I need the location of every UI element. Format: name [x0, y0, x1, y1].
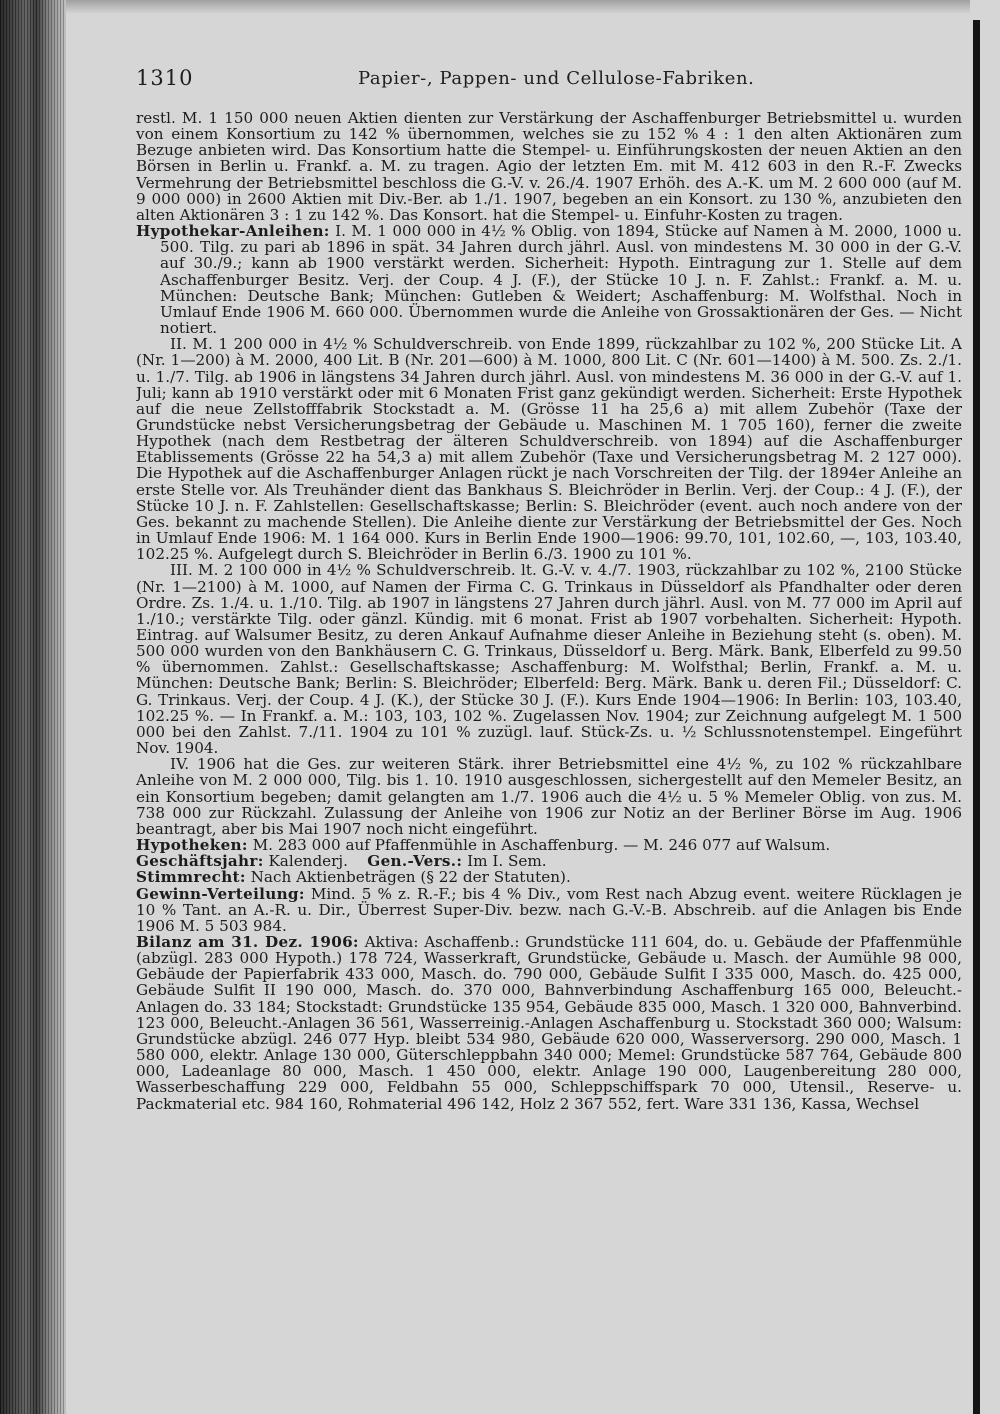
page-body — [136, 110, 962, 1410]
stimmrecht-entry — [136, 869, 962, 885]
geschaeftsjahr-text: Kalenderj. — [268, 852, 348, 871]
geschaeftsjahr-label: Geschäftsjahr: — [136, 852, 264, 871]
adjacent-page-edge — [973, 20, 980, 1414]
hypothekar-anleihen-label: Hypothekar-Anleihen: — [136, 222, 330, 241]
geschaeftsjahr-entry — [136, 853, 962, 869]
hypotheken-entry — [136, 837, 962, 853]
bilanz-text: Aktiva: Aschaffenb.: Grundstücke 111 604, do. u. Gebäude der Pfaffenmühle (abzügl. 283 000 Hypoth.) 178 724, Wasserkraft, Grundstücke, Gebäude u. Masch. der Aumühle 98 000, Gebäude der Papierfabrik 433 000, Masch. do. 790 000, Gebäude Sulfit I 335 000, Masch. do. 425 000, Gebäude Sulfit II 190 000, Masch. do. 370 000, Bahnverbindung Aschaffenburg 165 000, Beleucht.-Anlagen do. 33 184; Stockstadt: Grundstücke 135 954, Gebäude 835 000, Masch. 1 320 000, Bahnverbind. 123 000, Beleucht.-Anlagen 36 561, Wasserreinig.-Anlagen Aschaffenburg u. Stockstadt 360 000; Walsum: Grundstücke abzügl. 246 077 Hyp. bleibt 534 980, Gebäude 620 000, Wasserversorg. 290 000, Masch. 1 580 000, elektr. Anlage 130 000, Güterschleppbahn 340 000; Memel: Grundstücke 587 764, Gebäude 800 000, Ladeanlage 80 000, Masch. 1 450 000, elektr. Anlage 190 000, Laugenbereitung 280 000, Wasserbeschaffung 229 000, Feldbahn 55 000, Schleppschiffspark 70 000, Utensil., Reserve- u. Packmaterial etc. 984 160, Rohmaterial 496 142, Holz 2 367 552, fert. Ware 331 136, Kassa, Wechsel — [136, 932, 962, 1113]
bilanz-entry — [136, 934, 962, 1112]
page-number: 1310 — [136, 66, 194, 90]
book-binding — [0, 0, 66, 1414]
page-header — [126, 64, 962, 94]
hypotheken-label: Hypotheken: — [136, 836, 248, 855]
gewinn-verteilung-text: Mind. 5 % z. R.-F.; bis 4 % Div., vom Rest nach Abzug event. weitere Rücklagen je 10 % Tant. an A.-R. u. Dir., Überrest Super-Div. bezw. nach G.-V.-B. Abschreib. auf die Anlagen bis Ende 1906 M. 5 503 984. — [136, 884, 962, 935]
gewinn-verteilung-entry — [136, 886, 962, 934]
gen-vers-text: Im I. Sem. — [467, 852, 547, 871]
gen-vers-label: Gen.-Vers.: — [367, 852, 463, 871]
loan-iv-paragraph: IV. 1906 hat die Ges. zur weiteren Stärk. ihrer Betriebsmittel eine 4½ %, zu 102 % rückzahlbare Anleihe von M. 2 000 000, Tilg. bis 1. 10. 1910 ausgeschlossen, sichergestellt auf den Memeler Besitz, an ein Konsortium begeben; damit gelangten am 1./7. 1906 auch die 4½ u. 5 % Memeler Oblig. von zus. M. 738 000 zur Rückzahl. Zulassung der Anleihe von 1906 zur Notiz an der Berliner Börse im Aug. 1906 beantragt, aber bis Mai 1907 noch nicht eingeführt. — [136, 755, 962, 838]
running-title: Papier-, Pappen- und Cellulose-Fabriken. — [358, 68, 755, 89]
hypotheken-text: M. 283 000 auf Pfaffenmühle in Aschaffenburg. — M. 246 077 auf Walsum. — [252, 836, 831, 855]
gewinn-verteilung-label: Gewinn-Verteilung: — [136, 884, 305, 903]
stimmrecht-label: Stimmrecht: — [136, 868, 246, 887]
capital-increase-paragraph: restl. M. 1 150 000 neuen Aktien dienten zur Verstärkung der Aschaffenburger Betriebsmittel u. wurden von einem Konsortium zu 142 % übernommen, welches sie zu 152 % 4 : 1 den alten Aktionären zum Bezuge anbieten wird. Das Konsortium hatte die Stempel- u. Einführungskosten der neuen Aktien an den Börsen in Berlin u. Frankf. a. M. zu tragen. Agio der letzten Em. mit M. 412 603 in den R.-F. Zwecks Vermehrung der Betriebsmittel beschloss die G.-V. v. 26./4. 1907 Erhöh. des A.-K. um M. 2 600 000 (auf M. 9 000 000) in 2600 Aktien mit Div.-Ber. ab 1./1. 1907, begeben an ein Konsort. zu 130 %, anzubieten den alten Aktionären 3 : 1 zu 142 %. Das Konsort. hat die Stempel- u. Einfuhr-Kosten zu tragen. — [136, 110, 962, 224]
stimmrecht-text: Nach Aktienbeträgen (§ 22 der Statuten). — [250, 868, 571, 887]
bilanz-label: Bilanz am 31. Dez. 1906: — [136, 932, 359, 951]
loan-iii-paragraph: III. M. 2 100 000 in 4½ % Schuldverschreib. lt. G.-V. v. 4./7. 1903, rückzahlbar zu 102 %, 2100 Stücke (Nr. 1—2100) à M. 1000, auf Namen der Firma C. G. Trinkaus in Düsseldorf als Pfandhalter oder deren Ordre. Zs. 1./4. u. 1./10. Tilg. ab 1907 in längstens 27 Jahren durch jährl. Ausl. von M. 77 000 im April auf 1./10.; verstärkte Tilg. oder gänzl. Kündig. mit 6 monat. Frist ab 1907 vorbehalten. Sicherheit: Hypoth. Eintrag. auf Walsumer Besitz, zu deren Ankauf Aufnahme dieser Anleihe in Beziehung steht (s. oben). M. 500 000 wurden von den Bankhäusern C. G. Trinkaus, Düsseldorf u. Berg. Märk. Bank, Elberfeld zu 99.50 % übernommen. Zahlst.: Gesellschaftskasse; Aschaffenburg: M. Wolfsthal; Berlin, Frankf. a. M. u. München: Deutsche Bank; Berlin: S. Bleichröder; Elberfeld: Berg. Märk. Bank u. deren Fil.; Düsseldorf: C. G. Trinkaus. Verj. der Coup. 4 J. (K.), der Stücke 30 J. (F.). Kurs Ende 1904—1906: In Berlin: 103, 103.40, 102.25 %. — In Frankf. a. M.: 103, 103, 102 %. Zugelassen Nov. 1904; zur Zeichnung aufgelegt M. 1 500 000 bei den Zahlst. 7./11. 1904 zu 101 % zuzügl. lauf. Stück-Zs. u. ½ Schlussnotenstempel. Eingeführt Nov. 1904. — [136, 561, 962, 758]
loan-ii-paragraph: II. M. 1 200 000 in 4½ % Schuldverschreib. von Ende 1899, rückzahlbar zu 102 %, 200 Stücke Lit. A (Nr. 1—200) à M. 2000, 400 Lit. B (Nr. 201—600) à M. 1000, 800 Lit. C (Nr. 601—1400) à M. 500. Zs. 2./1. u. 1./7. Tilg. ab 1906 in längstens 34 Jahren durch jährl. Ausl. von mindestens M. 36 000 in der G.-V. auf 1. Juli; kann ab 1910 verstärkt oder mit 6 Monaten Frist ganz gekündigt werden. Sicherheit: Erste Hypothek auf die neue Zellstofffabrik Stockstadt a. M. (Grösse 11 ha 25,6 a) mit allem Zubehör (Taxe der Grundstücke nebst Versicherungsbetrag der Gebäude u. Maschinen M. 1 705 160), ferner die zweite Hypothek (nach dem Restbetrag der älteren Schuldverschreib. von 1894) auf die Aschaffenburger Etablissements (Grösse 22 ha 54,3 a) mit allem Zubehör (Taxe und Versicherungsbetrag M. 2 127 000). Die Hypothek auf die Aschaffenburger Anlagen rückt je nach Vorschreiten der Tilg. der 1894er Anleihe an erste Stelle vor. Als Treuhänder dient das Bankhaus S. Bleichröder in Berlin. Verj. der Coup.: 4 J. (F.), der Stücke 10 J. n. F. Zahlstellen: Gesellschaftskasse; Berlin: S. Bleichröder (event. auch noch andere von der Ges. bekannt zu machende Stellen). Die Anleihe diente zur Verstärkung der Betriebsmittel der Ges. Noch in Umlauf Ende 1906: M. 1 164 000. Kurs in Berlin Ende 1900—1906: 99.70, 101, 102.60, —, 103, 103.40, 102.25 %. Aufgelegt durch S. Bleichröder in Berlin 6./3. 1900 zu 101 %. — [136, 335, 962, 564]
page-top-shadow — [66, 0, 970, 14]
loan-i-text: I. M. 1 000 000 in 4½ % Oblig. von 1894, Stücke auf Namen à M. 2000, 1000 u. 500. Tilg. zu pari ab 1896 in spät. 34 Jahren durch jährl. Ausl. von mindestens M. 30 000 in der G.-V. auf 30./9.; kann ab 1900 verstärkt werden. Sicherheit: Hypoth. Eintragung zur 1. Stelle auf dem Aschaffenburger Besitz. Verj. der Coup. 4 J. (F.), der Stücke 10 J. n. F. Zahlst.: Frankf. a. M. u. München: Deutsche Bank; München: Gutleben & Weidert; Aschaffenburg: M. Wolfsthal. Noch in Umlauf Ende 1906 M. 660 000. Übernommen wurde die Anleihe von Grossaktionären der Ges. — Nicht notiert. — [160, 222, 962, 338]
hypothekar-anleihen-entry — [136, 223, 962, 336]
